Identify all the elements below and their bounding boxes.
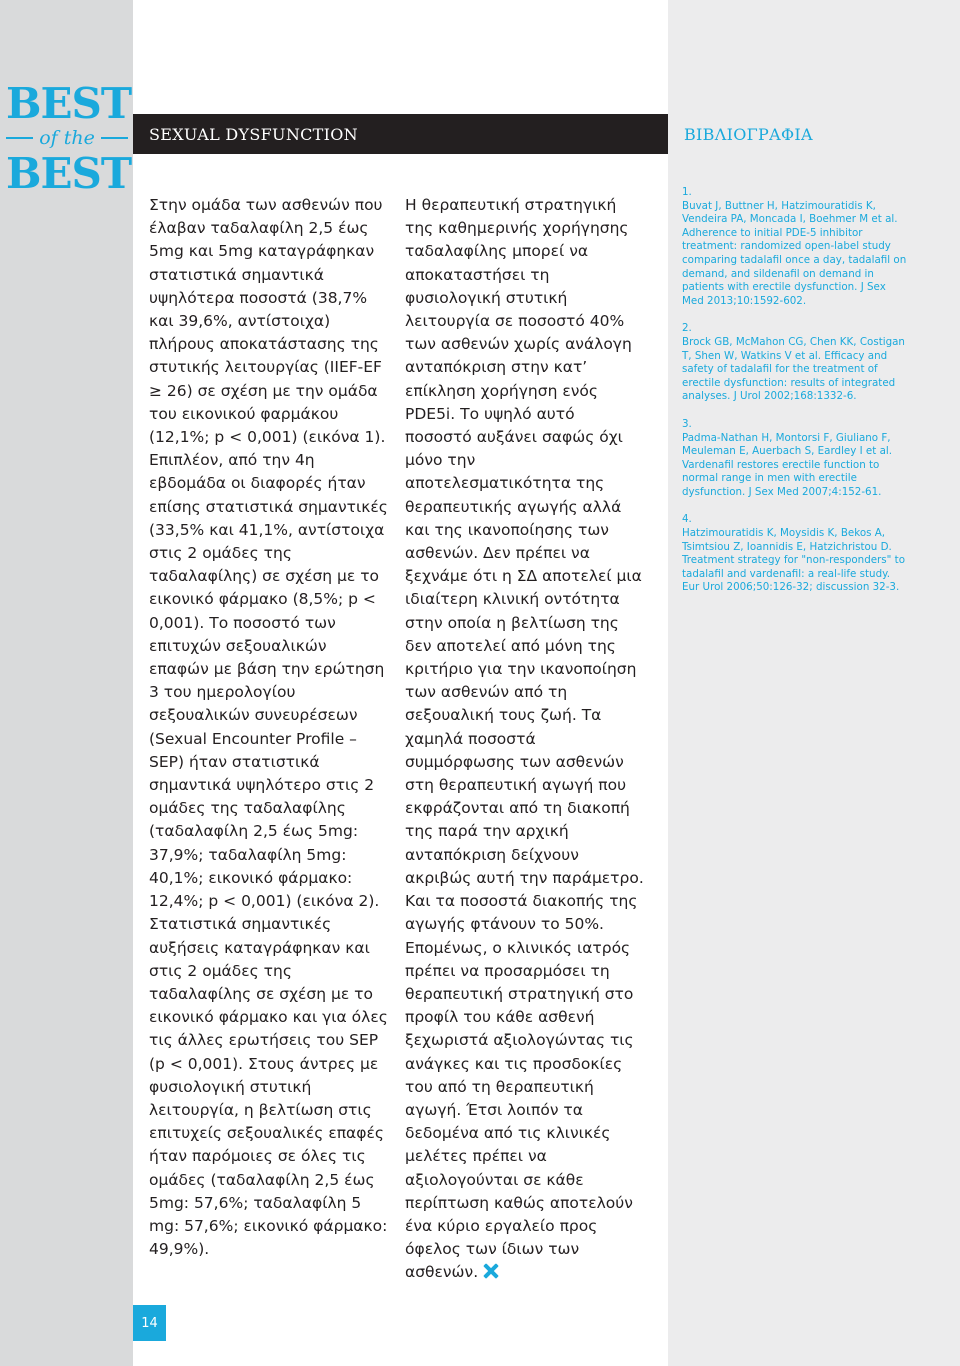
page-number-badge: [133, 1305, 166, 1341]
column-2-text: Η θεραπευτική στρατηγική της καθημερινής χορήγησης ταδαλαφίλης μπορεί να αποκαταστήσει τη φυσιολογική στυτική λειτουργία σε ποσοστό 40% των ασθενών χωρίς ανάλογη ανταπόκριση στην κατ’ επίκληση χορήγηση ενός PDE5i. Το υψηλό αυτό ποσοστό αυξάνει σαφώς όχι μόνο την αποτελεσματικότητα της θεραπευτικής αγωγής αλλά και της ικανοποίησης των ασθενών. Δεν πρέπει να ξεχνάμε ότι η ΣΔ αποτελεί μια ιδιαίτερη κλινική οντότητα στην οποία η βελτίωση της δεν αποτελεί από μόνη της κριτήριο για την ικανοποίηση των ασθενών από τη σεξουαλική τους ζωή. Τα χαμηλά ποσοστά συμμόρφωσης των ασθενών στη θεραπευτική αγωγή που εκφράζονται από τη διακοπή της παρά την αρχική ανταπόκριση δείχνουν ακριβώς αυτή την παράμετρο. Και τα ποσοστά διακοπής της αγωγής φτάνουν το 50%. Επομένως, ο κλινικός ιατρός πρέπει να προσαρμόσει τη θεραπευτική στρατηγική στο προφίλ του κάθε ασθενή ξεχωριστά αξιολογώντας τις ανάγκες και τις προσδοκίες του από τη θεραπευτική αγωγή. Έτσι λοιπόν τα δεδομένα από τις κλινικές μελέτες πρέπει να αξιολογούνται σε κάθε περίπτωση καθώς αποτελούν ένα κύριο εργαλείο προς όφελος των ίδιων των ασθενών.: [405, 196, 644, 1282]
column-2-paragraph: [405, 194, 645, 1285]
page-number: 14: [141, 1315, 158, 1331]
reference-list: [682, 186, 908, 609]
bibliography-header: [668, 114, 960, 154]
logo-line-middle: of the: [39, 127, 95, 149]
logo-rule-left: [6, 137, 33, 139]
section-header-bar: [133, 114, 668, 154]
reference-number: 3.: [682, 417, 692, 430]
reference-item: [682, 513, 908, 595]
end-of-article-icon: [484, 1264, 498, 1278]
best-of-the-best-logo: [6, 79, 132, 198]
reference-number: 2.: [682, 322, 692, 335]
reference-text: Brock GB, McMahon CG, Chen KK, Costigan T, Shen W, Watkins V et al. Efficacy and safety of tadalafil for the treatment of erectile dysfunction: results of integrated analyses. J Urol 2002;168:1332-6.: [682, 335, 905, 403]
logo-line-top: BEST: [6, 79, 132, 128]
reference-item: [682, 186, 908, 308]
logo-line-bottom: BEST: [6, 149, 132, 198]
text-column-1: [149, 194, 389, 1261]
left-margin-band: [0, 0, 133, 1366]
reference-item: [682, 418, 908, 500]
reference-text: Buvat J, Buttner H, Hatzimouratidis K, Vendeira PA, Moncada I, Boehmer M et al. Adherence to initial PDE-5 inhibitor treatment: randomized open-label study comparing tadalafil once a day, tadalafil on demand, and sildenafil on demand in patients with erectile dysfunction. J Sex Med 2013;10:1592-602.: [682, 199, 907, 307]
column-1-paragraph: Στην ομάδα των ασθενών που έλαβαν ταδαλαφίλη 2,5 έως 5mg και 5mg καταγράφηκαν στατιστικά σημαντικά υψηλότερα ποσοστά (38,7% και 39,6%, αντίστοιχα) πλήρους αποκατάστασης της στυτικής λειτουργίας (IIEF-EF ≥ 26) σε σχέση με την ομάδα του εικονικού φαρμάκου (12,1%; p < 0,001) (εικόνα 1). Επιπλέον, από την 4η εβδομάδα οι διαφορές ήταν επίσης στατιστικά σημαντικές (33,5% και 41,1%, αντίστοιχα στις 2 ομάδες της ταδαλαφίλης) σε σχέση με το εικονικό φάρμακο (8,5%; p < 0,001). Το ποσοστό των επιτυχών σεξουαλικών επαφών με βάση την ερώτηση 3 του ημερολογίου σεξουαλικών συνευρέσεων (Sexual Encounter Profile – SEP) ήταν στατιστικά σημαντικά υψηλότερο στις 2 ομάδες της ταδαλαφίλης (ταδαλαφίλη 2,5 έως 5mg: 37,9%; ταδαλαφίλη 5mg: 40,1%; εικονικό φάρμακο: 12,4%; p < 0,001) (εικόνα 2). Στατιστικά σημαντικές αυξήσεις καταγράφηκαν και στις 2 ομάδες της ταδαλαφίλης σε σχέση με το εικονικό φάρμακο και για όλες τις άλλες ερωτήσεις του SEP (p < 0,001). Στους άντρες με φυσιολογική στυτική λειτουργία, η βελτίωση στις επιτυχείς σεξουαλικές επαφές ήταν παρόμοιες σε όλες τις ομάδες (ταδαλαφίλη 2,5 έως 5mg: 57,6%; ταδαλαφίλη 5 mg: 57,6%; εικονικό φάρμακο: 49,9%).: [149, 196, 388, 1259]
reference-number: 1.: [682, 186, 692, 198]
reference-text: Padma-Nathan H, Montorsi F, Giuliano F, Meuleman E, Auerbach S, Eardley I et al. Vardenafil restores erectile function to normal range in men with erectile dysfunction. J Sex Med 2007;4:152-61.: [682, 431, 893, 498]
section-title: SEXUAL DYSFUNCTION: [149, 124, 358, 144]
logo-middle: [6, 127, 128, 149]
reference-number: 4.: [682, 513, 692, 526]
reference-item: [682, 322, 908, 404]
bibliography-title: ΒΙΒΛΙΟΓΡΑΦΙΑ: [684, 124, 813, 144]
logo-rule-right: [101, 137, 128, 139]
reference-text: Hatzimouratidis K, Moysidis K, Bekos A, Tsimtsiou Z, Ioannidis E, Hatzichristou D. Treatment strategy for "non-responders" to tadalafil and vardenafil: a real-life study. Eur Urol 2006;50:126-32; discussion 32-3.: [682, 527, 906, 594]
text-column-2: [405, 194, 645, 1285]
